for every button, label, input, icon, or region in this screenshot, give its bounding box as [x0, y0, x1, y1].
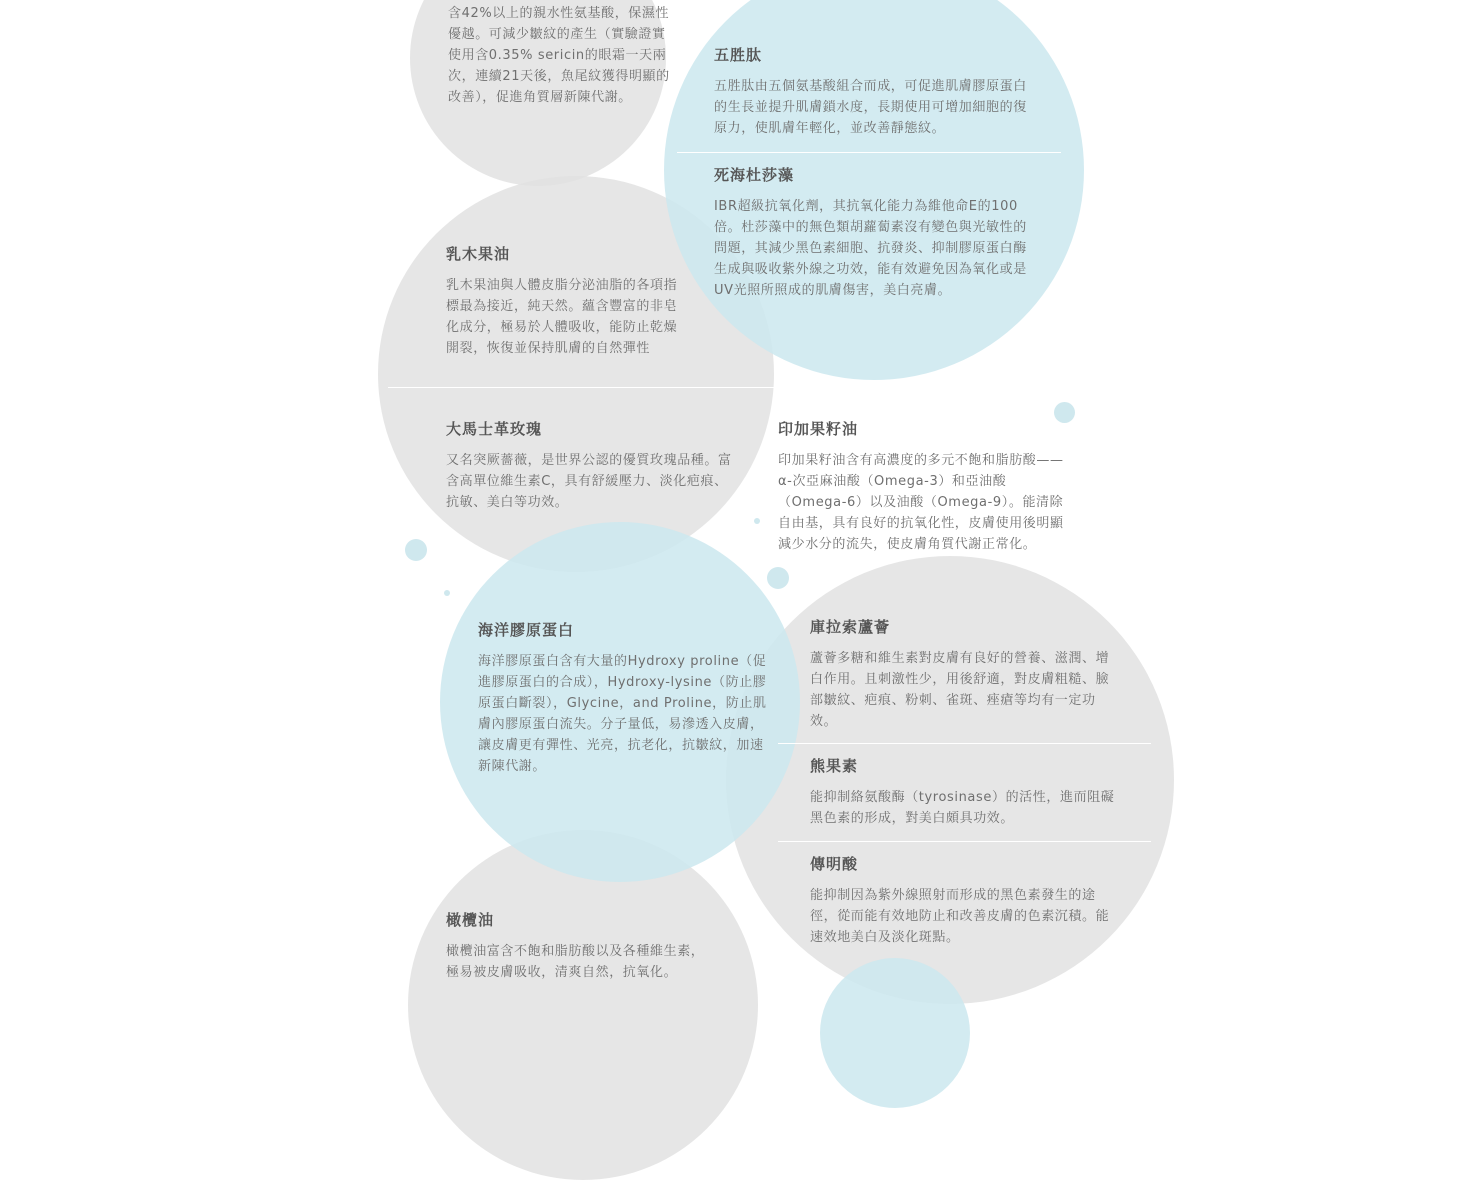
ingredient-body: 含42%以上的親水性氨基酸，保濕性優越。可減少皺紋的產生（實驗證實使用含0.35% sericin的眼霜一天兩次，連續21天後，魚尾紋獲得明顯的改善），促進角質層新陳代謝。 — [448, 6, 670, 105]
ingredient-sericin — [448, 3, 674, 108]
ingredient-dunaliella — [714, 164, 1036, 301]
divider — [677, 152, 1061, 153]
ingredient-tranexamic-acid — [810, 853, 1118, 948]
ingredient-shea-butter — [446, 243, 680, 359]
ingredient-body: 能抑制因為紫外線照射而形成的黑色素發生的途徑，從而能有效地防止和改善皮膚的色素沉積。能速效地美白及淡化斑點。 — [810, 888, 1110, 945]
ingredient-title: 庫拉索蘆薈 — [810, 618, 891, 636]
ingredient-title: 死海杜莎藻 — [714, 166, 795, 184]
divider — [778, 743, 1151, 744]
decor-dot — [754, 518, 760, 524]
divider — [778, 841, 1151, 842]
ingredient-pentapeptide — [714, 44, 1036, 139]
ingredient-body: 乳木果油與人體皮脂分泌油脂的各項指標最為接近，純天然。蘊含豐富的非皂化成分，極易於人體吸收，能防止乾燥開裂，恢復並保持肌膚的自然彈性 — [446, 278, 678, 356]
ingredient-olive-oil — [446, 909, 712, 983]
ingredient-title: 五胜肽 — [714, 46, 763, 64]
ingredient-body: 橄欖油富含不飽和脂肪酸以及各種維生素，極易被皮膚吸收，清爽自然，抗氧化。 — [446, 944, 705, 980]
ingredient-sacha-inchi-oil — [778, 418, 1074, 555]
ingredient-title: 海洋膠原蛋白 — [478, 621, 575, 639]
ingredient-title: 橄欖油 — [446, 911, 495, 929]
decor-dot — [767, 567, 789, 589]
ingredient-curacao-aloe — [810, 616, 1118, 732]
decor-dot — [405, 539, 427, 561]
ingredient-title: 乳木果油 — [446, 245, 511, 263]
ingredient-body: 又名突厥薔薇，是世界公認的優質玫瑰品種。富含高單位維生素C，具有舒緩壓力、淡化疤痕、抗敏、美白等功效。 — [446, 453, 732, 510]
ingredient-body: 印加果籽油含有高濃度的多元不飽和脂肪酸——α-次亞麻油酸（Omega-3）和亞油酸（Omega-6）以及油酸（Omega-9）。能清除自由基，具有良好的抗氧化性，皮膚使用後明顯減少水分的流失，使皮膚角質代謝正常化。 — [778, 453, 1064, 552]
ingredient-marine-collagen — [478, 619, 774, 777]
ingredient-body: 海洋膠原蛋白含有大量的Hydroxy proline（促進膠原蛋白的合成），Hydroxy-lysine（防止膠原蛋白斷裂），Glycine，and Proline，防止肌膚內膠原蛋白流失。分子量低，易滲透入皮膚，讓皮膚更有彈性、光亮，抗老化，抗皺紋，加速新陳代謝。 — [478, 654, 767, 774]
ingredient-arbutin — [810, 755, 1118, 829]
ingredient-title: 印加果籽油 — [778, 420, 859, 438]
ingredient-body: IBR超級抗氧化劑，其抗氧化能力為維他命E的100倍。杜莎藻中的無色類胡蘿蔔素沒有變色與光敏性的問題，其減少黑色素細胞、抗發炎、抑制膠原蛋白酶生成與吸收紫外線之功效，能有效避免因為氧化或是UV光照所照成的肌膚傷害，美白亮膚。 — [714, 199, 1027, 298]
gray-circle-olive — [408, 830, 758, 1180]
ingredient-body: 五胜肽由五個氨基酸組合而成，可促進肌膚膠原蛋白的生長並提升肌膚鎖水度，長期使用可增加細胞的復原力，使肌膚年輕化，並改善靜態紋。 — [714, 79, 1027, 136]
blue-circle-bottom — [820, 958, 970, 1108]
ingredient-title: 熊果素 — [810, 757, 859, 775]
decor-dot — [444, 590, 450, 596]
ingredient-damask-rose — [446, 418, 738, 513]
divider — [388, 387, 774, 388]
ingredient-body: 能抑制絡氨酸酶（tyrosinase）的活性，進而阻礙黑色素的形成，對美白頗具功效。 — [810, 790, 1115, 826]
ingredient-title: 傳明酸 — [810, 855, 859, 873]
ingredient-title: 大馬士革玫瑰 — [446, 420, 543, 438]
ingredient-body: 蘆薈多糖和維生素對皮膚有良好的營養、滋潤、增白作用。且刺激性少，用後舒適，對皮膚粗糙、臉部皺紋、疤痕、粉刺、雀斑、痤瘡等均有一定功效。 — [810, 651, 1110, 729]
